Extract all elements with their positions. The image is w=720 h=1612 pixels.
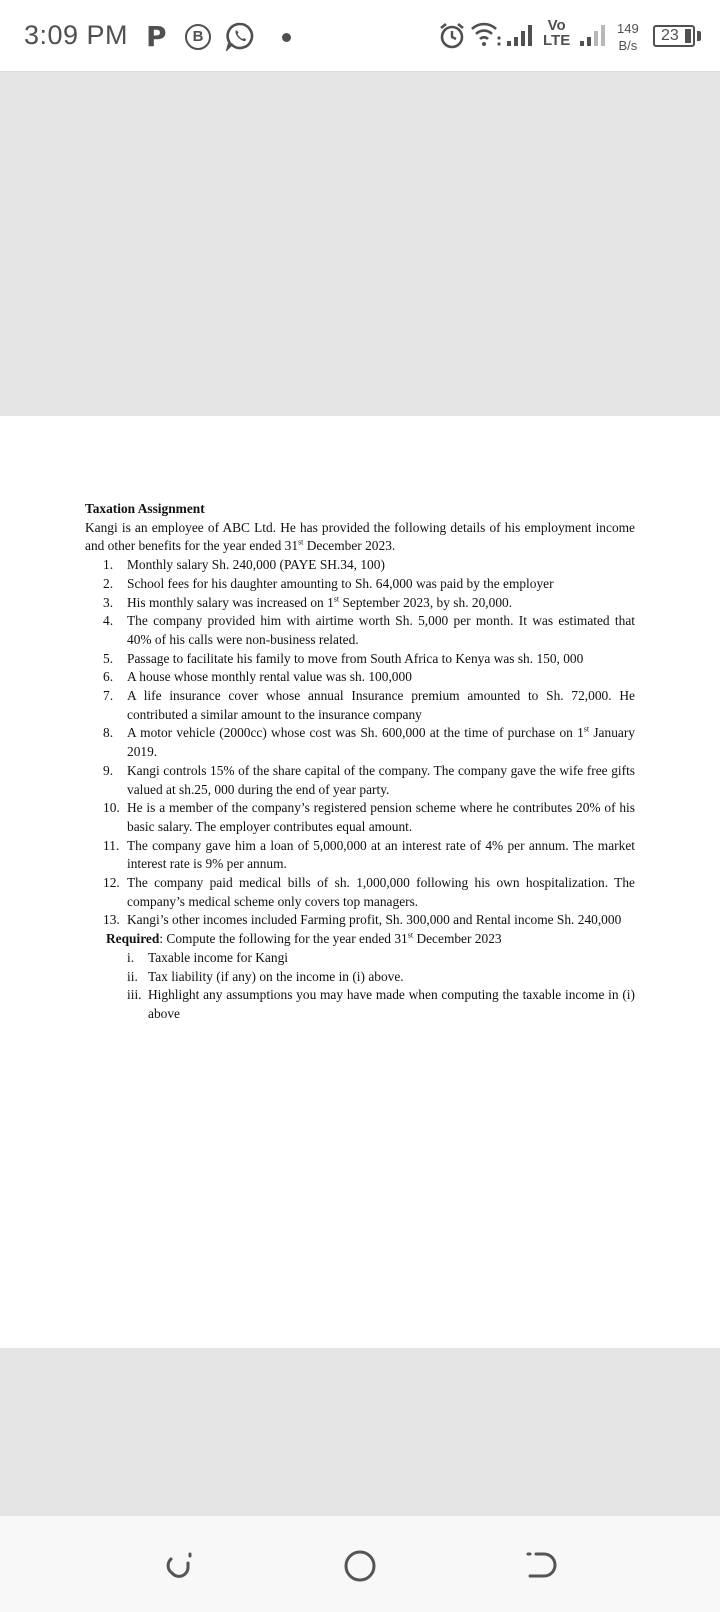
status-bar — [0, 0, 720, 72]
document-content — [85, 500, 635, 1024]
navigation-bar — [0, 1516, 720, 1612]
alarm-icon — [438, 22, 466, 55]
volte-icon — [543, 18, 570, 48]
b-icon: B — [185, 24, 211, 50]
recent-apps-icon — [160, 1546, 200, 1586]
required-list — [127, 949, 635, 1024]
list-item: 1. Monthly salary Sh. 240,000 (PAYE SH.34, 100) — [103, 557, 385, 573]
home-button[interactable] — [340, 1546, 380, 1586]
list-item: 11. The company gave him a loan of 5,000,000 at an interest rate of 4% per annum. The market interest rate is 9% per annum. — [103, 837, 635, 872]
clock-time: 3:09 PM — [24, 20, 129, 50]
speed-unit: B/s — [618, 38, 638, 53]
signal-icon — [578, 22, 608, 53]
list-item: 4. The company provided him with airtime worth Sh. 5,000 per month. It was estimated that 40% of his calls were non-business related. — [103, 613, 635, 647]
list-item: 8. A motor vehicle (2000cc) whose cost was Sh. 600,000 at the time of purchase on 1st January 2019. — [103, 724, 635, 760]
list-item: iii. Highlight any assumptions you may have made when computing the taxable income in (i) above — [127, 987, 635, 1021]
list-item: 6. A house whose monthly rental value was sh. 100,000 — [103, 669, 412, 685]
home-icon — [340, 1546, 380, 1586]
signal-icon — [505, 22, 535, 53]
list-item: 3. His monthly salary was increased on 1st September 2023, by sh. 20,000. — [103, 594, 513, 610]
back-button[interactable] — [520, 1546, 560, 1586]
wifi-icon — [470, 20, 504, 53]
list-item: ii. Tax liability (if any) on the income in (i) above. — [127, 968, 404, 984]
list-item: 13. Kangi’s other incomes included Farming profit, Sh. 300,000 and Rental income Sh. 240,000 — [103, 912, 622, 928]
battery-level: 23 — [661, 27, 679, 44]
back-icon — [520, 1546, 560, 1586]
volte-bottom-label: LTE — [543, 32, 571, 49]
list-item: i. Taxable income for Kangi — [127, 949, 288, 965]
list-item: 5. Passage to facilitate his family to move from South Africa to Kenya was sh. 150, 000 — [103, 650, 584, 666]
list-item: 10. He is a member of the company’s registered pension scheme where he contributes 20% of his basic salary. The employer contributes equal amount. — [103, 800, 635, 834]
whatsapp-icon — [225, 21, 255, 56]
speed-value: 149 — [617, 21, 639, 36]
battery-icon — [653, 25, 695, 47]
network-speed — [617, 20, 639, 54]
list-item: 12. The company paid medical bills of sh. 1,000,000 following his own hospitalization. The company’s medical scheme only covers top managers. — [103, 875, 635, 909]
p-icon: P — [146, 20, 167, 53]
required-section: Required: Compute the following for the year ended 31st December 2023 — [106, 930, 502, 947]
dot-icon — [282, 33, 291, 42]
benefits-list — [103, 556, 635, 930]
document-intro: Kangi is an employee of ABC Ltd. He has provided the following details of his employment income and other benefits for the year ended 31st December 2023. — [85, 519, 635, 554]
list-item: 2. School fees for his daughter amounting to Sh. 64,000 was paid by the employer — [103, 575, 554, 591]
recent-apps-button[interactable] — [160, 1546, 200, 1586]
list-item: 9. Kangi controls 15% of the share capital of the company. The company gave the wife free gifts valued at sh.25, 000 during the end of year party. — [103, 762, 635, 797]
document-title: Taxation Assignment — [85, 501, 205, 516]
document-page — [0, 416, 720, 1348]
volte-top-label: Vo — [547, 17, 566, 34]
list-item: 7. A life insurance cover whose annual Insurance premium amounted to Sh. 72,000. He contributed a similar amount to the insurance company — [103, 688, 635, 722]
